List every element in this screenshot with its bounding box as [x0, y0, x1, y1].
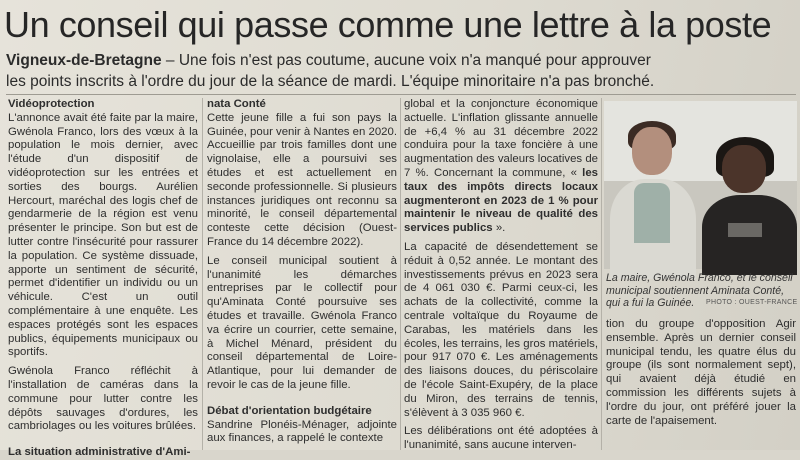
photo-maire-and-aminata — [604, 101, 797, 269]
column-divider — [601, 98, 602, 450]
lead-text-1: – Une fois n'est pas coutume, aucune voix n'a manqué pour approuver — [161, 52, 651, 69]
paragraph: tion du groupe d'opposition Agir ensemble. Après un dernier conseil municipal tendu, les quatre élus du groupe (ils sont normalement sept), qui avaient déjà étudié en commission les différents sujets à l'ordre du jour, ont préféré jouer la carte de l'apaisement. — [606, 318, 796, 427]
text-run: global et la conjoncture économique actuelle. L'inflation glissante annuelle de +6,4 % au 31 décembre 2022 conduira pour la taxe foncière à une augmentation des valeurs locatives de 7 %. Concernant la commune, « — [404, 98, 598, 179]
lead-place: Vigneux-de-Bretagne — [6, 52, 162, 69]
paragraph: L'annonce avait été faite par la maire, Gwénola Franco, lors des vœux à la population le mois dernier, avec l'étude d'un dispositif de vidéoprotection sur les entrées et sorties des bourgs. Aurélien Hercourt, maréchal des logis chef de gendarmerie de la région est venu présenter le principe. Son but est de lutter contre l'insécurité pour rassurer la population. Ce système dissuade, apporte un sentiment de sécurité, permet d'identifier un individu ou un véhicule. C'est un outil complémentaire à une enquête. Les espaces protégés sont les espaces publics, équipements municipaux ou sportifs. — [8, 111, 198, 359]
column-divider — [400, 98, 401, 450]
column-1 — [8, 98, 198, 459]
lead-paragraph — [6, 50, 766, 92]
paragraph: La capacité de désendettement se réduit à 0,52 année. Le montant des investissements prévus en 2023 sera de 4 061 030 €. Parmi ceux-ci, les achats de la collectivité, comme la centrale voltaïque du Royaume de Carabas, les matériels dans les écoles, les terrains, les gros matériels, pour 917 070 €. Les aménagements des liaisons douces, du périscolaire de l'école Saint-Exupéry, de la place du Miron, des terrains de tennis, s'élèvent à 3 035 960 €. — [404, 240, 598, 419]
column-4 — [606, 318, 796, 450]
photo-credit: PHOTO : OUEST-FRANCE — [706, 299, 798, 306]
subheading-continued: nata Conté — [207, 98, 266, 110]
column-3 — [404, 98, 598, 450]
photo-caption: La maire, Gwénola Franco, et le conseil municipal soutiennent Aminata Conté, qui a fui la Guinée. — [606, 272, 793, 309]
person-mayor-shirt — [634, 183, 670, 243]
column-2 — [207, 98, 397, 450]
subheading-videoprotection: Vidéoprotection — [8, 98, 95, 110]
lead-divider — [6, 94, 796, 95]
headline: Un conseil qui passe comme une lettre à la poste — [4, 4, 772, 45]
subheading-situation-administrative: La situation administrative d'Ami- — [8, 446, 191, 459]
paragraph: Gwénola Franco réfléchit à l'installation de caméras dans la commune pour lutter contre les dépôts sauvages d'ordures, les cambriolages ou les voitures brûlées. — [8, 365, 198, 433]
column-divider — [202, 98, 203, 450]
subheading-debat-budgetaire: Débat d'orientation budgétaire — [207, 404, 372, 417]
paragraph: Cette jeune fille a fui son pays la Guinée, pour venir à Nantes en 2020. Accueillie par trois familles dont une vignolaise, elle a poursuivi ses études et est actuellement en seconde professionnelle. Si plusieurs instances juridiques ont reconnu sa minorité, le conseil départemental conteste cette décision (Ouest-France du 14 décembre 2022). — [207, 111, 397, 248]
paragraph: Les délibérations ont été adoptées à l'unanimité, sans aucune interven- — [404, 425, 598, 452]
person-girl-face — [722, 145, 766, 193]
text-run: ». — [492, 222, 506, 235]
lead-text-2: les points inscrits à l'ordre du jour de la séance de mardi. L'équipe minoritaire n'a pas bronché. — [6, 73, 655, 90]
person-girl-shirt-print — [728, 223, 762, 237]
person-mayor-face — [632, 127, 672, 175]
paragraph: Sandrine Plonéis-Ménager, adjointe aux finances, a rappelé le contexte — [207, 418, 397, 445]
quote-bold: les taux des impôts directs locaux augmenteront en 2023 de 1 % pour maintenir le niveau de qualité des services publics — [404, 166, 598, 235]
paragraph — [404, 98, 598, 236]
paragraph: Le conseil municipal soutient à l'unanimité les démarches entreprises par le collectif pour qu'Aminata Conté poursuive ses études et travaille. Gwénola Franco va écrire un courrier, cette semaine, à Michel Ménard, président du conseil départemental de Loire-Atlantique, pour lui demander de revoir le cas de la jeune fille. — [207, 254, 397, 391]
